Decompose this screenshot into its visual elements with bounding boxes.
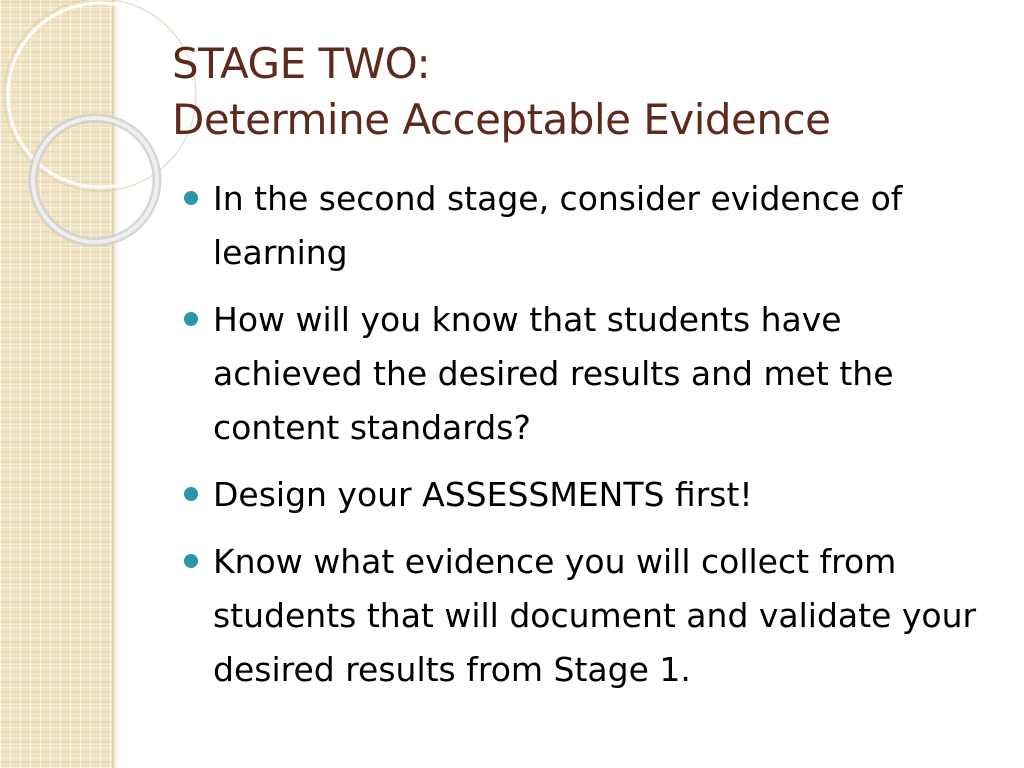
bullet-list (184, 172, 999, 710)
bullet-dot-icon (184, 487, 198, 501)
bullet-text: Design your ASSESSMENTS first! (213, 475, 753, 514)
title-line-1: STAGE TWO: (172, 39, 431, 88)
bullet-text: In the second stage, consider evidence of learning (213, 179, 903, 272)
side-panel-edge (112, 0, 115, 768)
bullet-dot-icon (184, 554, 198, 568)
decorative-side-panel (0, 0, 112, 768)
bullet-text: Know what evidence you will collect from students that will document and validate your desired results from Stage 1. (213, 542, 977, 689)
bullet-item (184, 172, 999, 280)
bullet-item (184, 535, 999, 697)
slide-title (172, 36, 992, 148)
title-line-2: Determine Acceptable Evidence (172, 95, 831, 144)
bullet-dot-icon (184, 191, 198, 205)
bullet-text: How will you know that students have achieved the desired results and met the content standards? (213, 300, 894, 447)
bullet-dot-icon (184, 312, 198, 326)
bullet-item (184, 293, 999, 455)
bullet-item (184, 468, 999, 522)
